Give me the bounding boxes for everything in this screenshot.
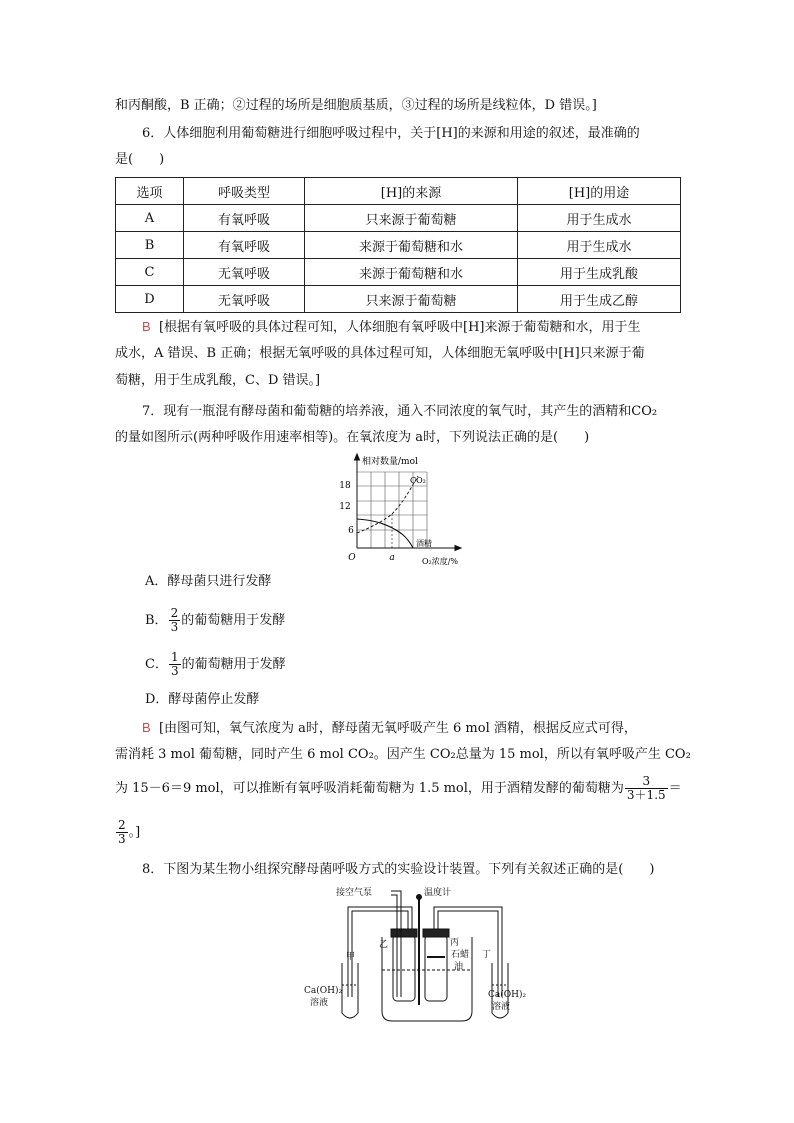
table-header-cell: 选项 — [116, 178, 184, 205]
table-cell: 用于生成水 — [518, 232, 681, 259]
y-tick-label: 18 — [339, 481, 351, 491]
q6-stem-line2: 是( ) — [115, 152, 165, 167]
flask-bing — [425, 935, 447, 1001]
jia-label: 甲 — [346, 952, 356, 962]
q7-option-a: A．酵母菌只进行发酵 — [145, 574, 272, 589]
q6-answer-line2: 成水，A 错误、B 正确；根据无氧呼吸的具体过程可知，人体细胞无氧呼吸中[H]只来源于葡 — [115, 346, 645, 361]
fraction-denominator: 3 — [170, 620, 179, 634]
paraffin-label-1: 石蜡 — [451, 950, 470, 960]
bing-label: 丙 — [450, 938, 460, 948]
q8-stem: 8．下图为某生物小组探究酵母菌呼吸方式的实验设计装置。下列有关叙述正确的是( ) — [142, 862, 655, 877]
fraction — [625, 775, 668, 802]
option-text: 的葡萄糖用于发酵 — [181, 657, 286, 672]
test-tube-jia — [342, 963, 358, 1018]
y-axis-title: 相对数量/mol — [362, 457, 418, 467]
table-cell: D — [116, 286, 184, 313]
q7-answer-letter: B — [142, 720, 151, 735]
q7-option-b — [145, 606, 285, 636]
fraction-numerator: 3 — [625, 775, 668, 789]
q7-option-c — [145, 650, 286, 680]
fraction-denominator: 3 — [170, 664, 179, 678]
y-tick-label: 6 — [348, 526, 354, 536]
table-header-row — [116, 178, 681, 205]
equals-sign: ＝ — [668, 781, 682, 796]
option-prefix: B． — [145, 613, 168, 628]
q6-answer-letter: B — [142, 319, 151, 334]
table-cell: A — [116, 205, 184, 232]
x-axis-title: O₂浓度/% — [421, 557, 459, 566]
air-inlet-tube-wall — [391, 895, 397, 997]
ethanol-label: 酒精 — [416, 539, 432, 548]
paraffin-label-2: 油 — [454, 962, 464, 972]
q7-answer-line3 — [115, 772, 682, 806]
fraction — [169, 607, 181, 634]
fraction-denominator: 3 — [118, 832, 126, 846]
fraction-numerator: 2 — [118, 818, 126, 832]
thermometer-label: 温度计 — [424, 888, 452, 898]
table-cell: 用于生成乳酸 — [518, 259, 681, 286]
origin-label: O — [348, 553, 356, 563]
left-solution-label-1: Ca(OH)₂ — [304, 986, 343, 996]
graph-axes — [355, 454, 462, 551]
table-cell: 来源于葡萄糖和水 — [305, 232, 518, 259]
table-cell: 只来源于葡萄糖 — [305, 286, 518, 313]
q6-options-table — [115, 177, 681, 313]
y-tick-label: 12 — [339, 502, 351, 512]
table-cell: 只来源于葡萄糖 — [305, 205, 518, 232]
stopper-bing — [423, 929, 449, 937]
table-row — [116, 259, 681, 286]
stopper-yi — [391, 929, 417, 937]
table-header-cell: [H]的用途 — [518, 178, 681, 205]
co2-curve — [357, 476, 418, 533]
q7-answer-text: 为 15－6＝9 mol，可以推断有氧呼吸消耗葡萄糖为 1.5 mol，用于酒精发酵的葡萄糖为 — [115, 781, 624, 796]
q7-graph — [330, 452, 490, 570]
option-text: 的葡萄糖用于发酵 — [181, 613, 286, 628]
tube-yi-to-jia — [352, 911, 408, 997]
x-tick-label: a — [389, 553, 395, 563]
q7-answer-line1 — [142, 718, 637, 739]
table-header-cell: [H]的来源 — [305, 178, 518, 205]
previous-answer-tail: 和丙酮酸，B 正确；②过程的场所是细胞质基质，③过程的场所是线粒体，D 错误。] — [115, 98, 597, 113]
air-pump-label: 接空气泵 — [336, 888, 373, 898]
table-cell: 来源于葡萄糖和水 — [305, 259, 518, 286]
table-row — [116, 286, 681, 313]
q7-answer-line4 — [115, 816, 140, 850]
q7-answer-line2: 需消耗 3 mol 葡萄糖，同时产生 6 mol CO₂。因产生 CO₂总量为 15 mol，所以有氧呼吸产生 CO₂ — [115, 747, 691, 762]
table-cell: 无氧呼吸 — [184, 259, 305, 286]
q7-stem-line1: 7．现有一瓶混有酵母菌和葡萄糖的培养液，通入不同浓度的氧气时，其产生的酒精和CO₂ — [142, 404, 658, 419]
table-row — [116, 205, 681, 232]
q6-answer-line1 — [142, 317, 641, 338]
table-cell: 有氧呼吸 — [184, 205, 305, 232]
q6-answer-line3: 萄糖，用于生成乳酸，C、D 错误。] — [115, 373, 321, 388]
table-cell: 有氧呼吸 — [184, 232, 305, 259]
q8-apparatus-diagram — [296, 885, 536, 1030]
q6-answer-text: [根据有氧呼吸的具体过程可知，人体细胞有氧呼吸中[H]来源于葡萄糖和水，用于生 — [158, 320, 641, 335]
table-cell: B — [116, 232, 184, 259]
left-solution-label-2: 溶液 — [310, 998, 329, 1008]
option-prefix: C． — [145, 657, 168, 672]
right-solution-label-2: 溶液 — [492, 1002, 511, 1012]
table-cell: C — [116, 259, 184, 286]
q6-stem-line1: 6．人体细胞利用葡萄糖进行细胞呼吸过程中，关于[H]的来源和用途的叙述，最准确的 — [142, 126, 640, 141]
table-cell: 用于生成乙醇 — [518, 286, 681, 313]
ding-label: 丁 — [482, 950, 492, 960]
flask-yi — [393, 935, 415, 1001]
co2-label: CO₂ — [410, 476, 426, 485]
answer-end: 。] — [128, 825, 141, 840]
table-cell: 用于生成水 — [518, 205, 681, 232]
fraction-numerator: 2 — [170, 606, 179, 620]
table-header-cell: 呼吸类型 — [184, 178, 305, 205]
q7-stem-line2: 的量如图所示(两种呼吸作用速率相等)。在氧浓度为 a时，下列说法正确的是( ) — [115, 430, 590, 445]
fraction-numerator: 1 — [170, 650, 179, 664]
q7-answer-text: [由图可知，氧气浓度为 a时，酵母菌无氧呼吸产生 6 mol 酒精，根据反应式可得， — [158, 721, 637, 736]
right-solution-label-1: Ca(OH)₂ — [488, 990, 527, 1000]
q7-option-d: D．酵母菌停止发酵 — [145, 692, 260, 707]
thermometer-bulb — [417, 895, 422, 900]
table-row — [116, 232, 681, 259]
table-cell: 无氧呼吸 — [184, 286, 305, 313]
fraction — [116, 819, 128, 846]
yi-label: 乙 — [379, 940, 389, 950]
fraction-denominator: 3＋1.5 — [626, 788, 666, 802]
fraction — [169, 651, 181, 678]
